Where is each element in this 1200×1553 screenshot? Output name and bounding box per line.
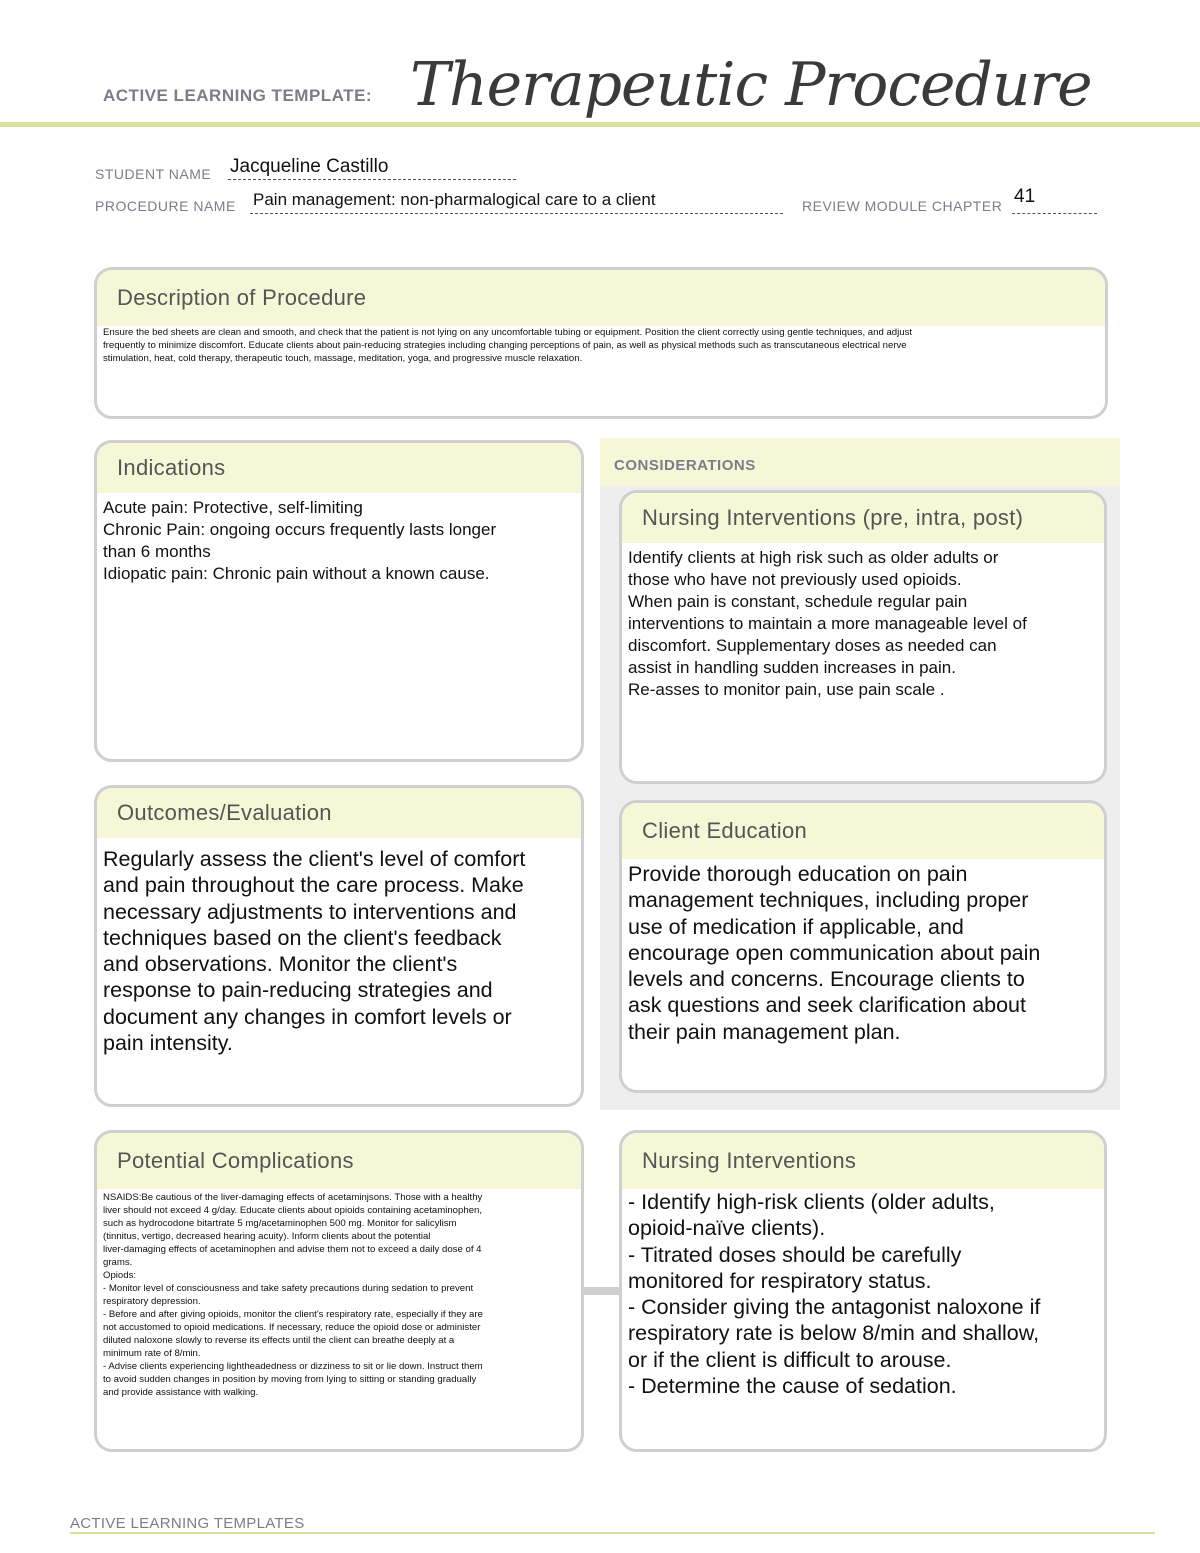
description-text[interactable]: [97, 326, 1105, 369]
nursing-interventions-text[interactable]: [622, 1189, 1104, 1403]
procedure-name-label: PROCEDURE NAME: [95, 198, 236, 214]
text-line: and provide assistance with walking.: [103, 1387, 259, 1398]
footer-divider: [70, 1532, 1155, 1534]
text-line: - Consider giving the antagonist naloxone if: [628, 1295, 1041, 1320]
text-line: levels and concerns. Encourage clients to: [628, 967, 1025, 992]
text-line: not accustomed to opioid medications. If necessary, reduce the opioid dose or administer: [103, 1322, 481, 1333]
text-line: and observations. Monitor the client's: [103, 952, 458, 977]
text-line: - Advise clients experiencing lightheadedness or dizziness to sit or lie down. Instruct them: [103, 1361, 483, 1372]
nursing-interventions-pip-box: [619, 490, 1107, 784]
text-line: such as hydrocodone bitartrate 5 mg/acetaminophen 500 mg. Monitor for salicylism: [103, 1218, 457, 1229]
text-line: necessary adjustments to interventions and: [103, 899, 517, 924]
indications-heading: Indications: [97, 443, 581, 493]
nursing-interventions-box: [619, 1130, 1107, 1452]
text-line: frequently to minimize discomfort. Educate clients about pain-reducing strategies including changing perceptions of pain, as well as physical methods such as transcutaneous electrical nerve: [103, 340, 907, 351]
text-line: Ensure the bed sheets are clean and smooth, and check that the patient is not lying on any uncomfortable tubing or equipment. Position the client correctly using gentle techniques, and adjust: [103, 327, 913, 338]
text-line: respiratory rate is below 8/min and shallow,: [628, 1321, 1040, 1346]
nursing-interventions-pip-heading: Nursing Interventions (pre, intra, post): [622, 493, 1104, 543]
student-name-label: STUDENT NAME: [95, 166, 212, 182]
outcomes-heading: Outcomes/Evaluation: [97, 788, 581, 838]
procedure-name-field[interactable]: [250, 188, 783, 214]
text-line: stimulation, heat, cold therapy, therapeutic touch, massage, meditation, yoga, and progressive muscle relaxation.: [103, 353, 583, 364]
complications-heading: Potential Complications: [97, 1133, 581, 1189]
text-line: Chronic Pain: ongoing occurs frequently lasts longer: [103, 520, 497, 539]
text-line: monitored for respiratory status.: [628, 1268, 932, 1293]
page-title: Therapeutic Procedure: [410, 50, 1092, 120]
description-box: [94, 267, 1108, 419]
nursing-interventions-pip-text[interactable]: [622, 543, 1104, 705]
outcomes-text[interactable]: [97, 838, 581, 1060]
template-label: ACTIVE LEARNING TEMPLATE:: [103, 86, 373, 105]
text-line: respiratory depression.: [103, 1296, 201, 1307]
text-line: diluted naloxone slowly to reverse its effects until the client can breathe deeply at a: [103, 1335, 455, 1346]
text-line: response to pain-reducing strategies and: [103, 978, 493, 1003]
client-education-box: [619, 800, 1107, 1093]
text-line: grams.: [103, 1257, 133, 1268]
text-line: Opiods:: [103, 1270, 137, 1281]
review-module-label: REVIEW MODULE CHAPTER: [802, 198, 1003, 214]
footer-label: ACTIVE LEARNING TEMPLATES: [70, 1515, 305, 1532]
text-line: management techniques, including proper: [628, 888, 1029, 913]
text-line: - Before and after giving opioids, monitor the client's respiratory rate, especially if they are: [103, 1309, 483, 1320]
connector-bar: [582, 1287, 622, 1295]
text-line: or if the client is difficult to arouse.: [628, 1347, 952, 1372]
considerations-heading: CONSIDERATIONS: [614, 457, 756, 474]
text-line: techniques based on the client's feedback: [103, 925, 502, 950]
text-line: to avoid sudden changes in position by moving from lying to sitting or standing gradually: [103, 1374, 477, 1385]
text-line: liver should not exceed 4 g/day. Educate clients about opioids containing acetaminophen,: [103, 1205, 483, 1216]
indications-box: [94, 440, 584, 762]
text-line: Regularly assess the client's level of comfort: [103, 847, 526, 871]
text-line: - Titrated doses should be carefully: [628, 1242, 962, 1267]
text-line: Identify clients at high risk such as older adults or: [628, 548, 999, 567]
text-line: Re-asses to monitor pain, use pain scale .: [628, 680, 945, 699]
description-heading: Description of Procedure: [97, 270, 1105, 326]
complications-text[interactable]: [97, 1189, 581, 1403]
text-line: their pain management plan.: [628, 1019, 901, 1044]
client-education-heading: Client Education: [622, 803, 1104, 859]
outcomes-box: [94, 785, 584, 1107]
indications-text[interactable]: [97, 493, 581, 589]
text-line: use of medication if applicable, and: [628, 914, 964, 939]
text-line: than 6 months: [103, 542, 211, 561]
complications-box: [94, 1130, 584, 1452]
review-module-value: 41: [1014, 186, 1036, 207]
text-line: When pain is constant, schedule regular pain: [628, 592, 968, 611]
text-line: and pain throughout the care process. Make: [103, 873, 524, 898]
text-line: (tinnitus, vertigo, decreased hearing acuity). Inform clients about the potential: [103, 1231, 431, 1242]
text-line: - Monitor level of consciousness and take safety precautions during sedation to prevent: [103, 1283, 474, 1294]
text-line: document any changes in comfort levels or: [103, 1004, 512, 1029]
text-line: ask questions and seek clarification about: [628, 993, 1026, 1018]
student-name-field[interactable]: [228, 156, 516, 180]
text-line: assist in handling sudden increases in pain.: [628, 658, 956, 677]
nursing-interventions-heading: Nursing Interventions: [622, 1133, 1104, 1189]
text-line: - Identify high-risk clients (older adults,: [628, 1190, 995, 1214]
text-line: pain intensity.: [103, 1031, 233, 1056]
text-line: interventions to maintain a more manageable level of: [628, 614, 1027, 633]
text-line: liver-damaging effects of acetaminophen and advise them not to exceed a daily dose of 4: [103, 1244, 482, 1255]
text-line: minimum rate of 8/min.: [103, 1348, 201, 1359]
text-line: NSAIDS:Be cautious of the liver-damaging effects of acetaminjsons. Those with a healthy: [103, 1192, 483, 1203]
text-line: Provide thorough education on pain: [628, 862, 968, 886]
student-name-value: Jacqueline Castillo: [230, 156, 389, 177]
text-line: discomfort. Supplementary doses as needed can: [628, 636, 997, 655]
text-line: Idiopatic pain: Chronic pain without a known cause.: [103, 564, 490, 583]
client-education-text[interactable]: [622, 859, 1104, 1049]
header-divider: [0, 122, 1200, 127]
procedure-name-value: Pain management: non-pharmalogical care to a client: [253, 190, 656, 209]
text-line: encourage open communication about pain: [628, 940, 1041, 965]
text-line: those who have not previously used opioids.: [628, 570, 962, 589]
text-line: opioid-naïve clients).: [628, 1216, 826, 1241]
text-line: Acute pain: Protective, self-limiting: [103, 498, 363, 517]
text-line: - Determine the cause of sedation.: [628, 1374, 957, 1399]
review-module-field[interactable]: [1012, 186, 1097, 214]
